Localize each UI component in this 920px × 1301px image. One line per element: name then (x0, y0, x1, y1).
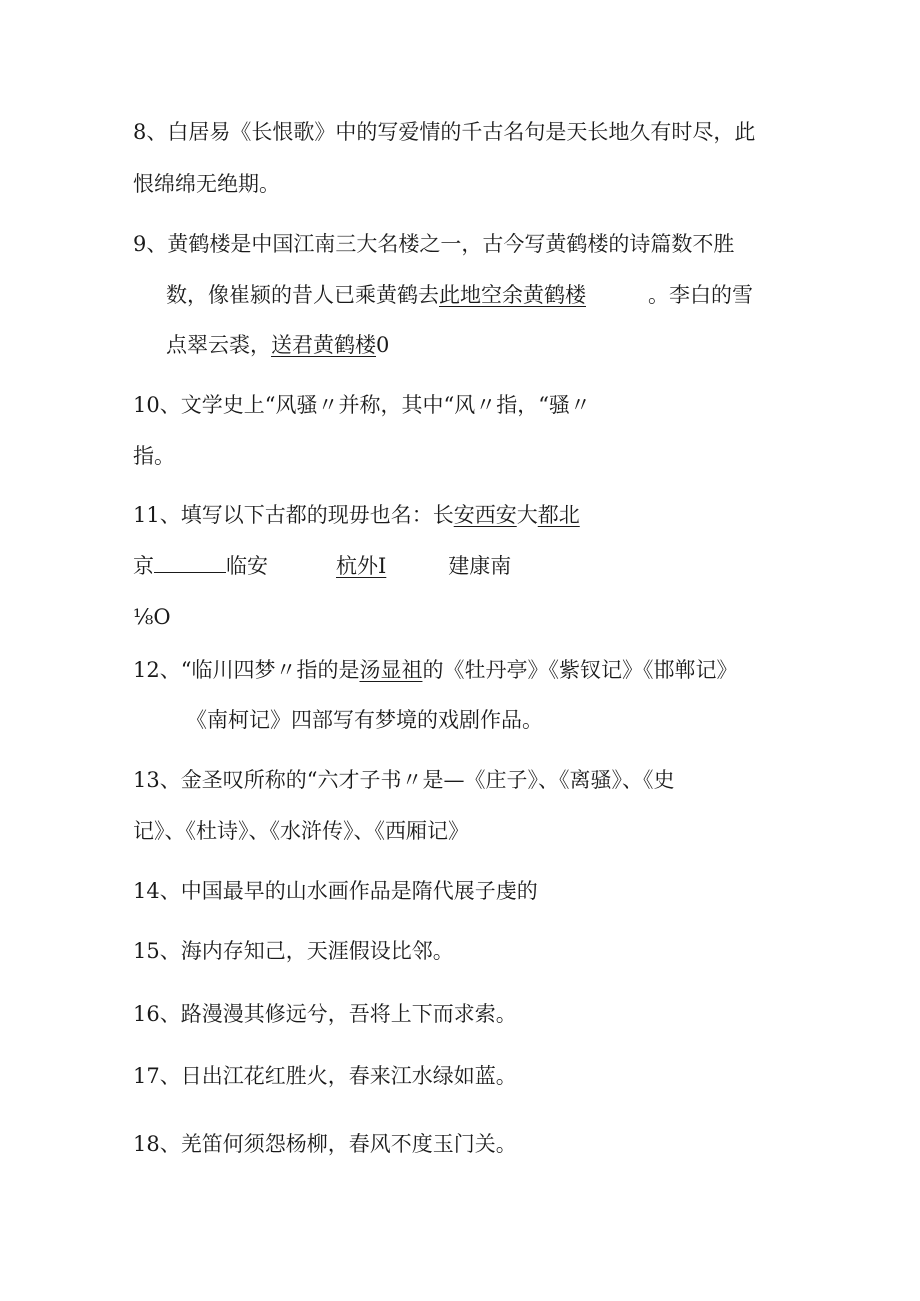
q9-line-1: 9、黄鹤楼是中国江南三大名楼之一，古今写黄鹤楼的诗篇数不胜 (133, 232, 735, 256)
q11-line-3: ⅛O (133, 605, 171, 629)
q15-line: 15、海内存知己，天涯假设比邻。 (133, 939, 454, 963)
q14-line: 14、中国最早的山水画作品是隋代展子虔的 (133, 879, 538, 903)
q11-line-1 (133, 501, 580, 529)
q11-line-2 (133, 552, 511, 580)
q12-line-2: 《南柯记》四部写有梦境的戏剧作品。 (186, 708, 543, 732)
q11-blank (154, 552, 226, 573)
q13-line-1: 13、金圣叹所称的“六才子书〃是—《庄子》、《离骚》、《史 (133, 768, 675, 792)
q11-text: 大 (516, 503, 538, 527)
q11-text: 建康南 (448, 554, 512, 578)
q10-line-2: 指。 (133, 444, 175, 468)
q9-text: 点翠云裘， (166, 333, 271, 357)
q11-answer-beijing: 都北 (537, 503, 580, 527)
q9-answer-2: 送君黄鹤楼 (271, 333, 376, 357)
q11-text: 京 (133, 554, 154, 578)
q9-text: 0 (376, 333, 390, 357)
q17-line: 17、日出江花红胜火，春来江水绿如蓝。 (133, 1064, 517, 1088)
q11-text: 11、填写以下古都的现毋也名：长 (133, 503, 454, 527)
q12-text: 的《牡丹亭》《紫钗记》《邯郸记》 (422, 658, 738, 682)
q12-answer: 汤显祖 (359, 658, 423, 682)
q12-text: 12、“临川四梦〃指的是 (133, 658, 360, 682)
q12-line-1 (133, 656, 737, 684)
q8-line-2: 恨绵绵无绝期。 (133, 172, 280, 196)
q11-answer-xian: 安西安 (453, 503, 517, 527)
q8-line-1: 8、白居易《长恨歌》中的写爱情的千古名句是天长地久有时尽，此 (133, 120, 756, 144)
q13-line-2: 记》、《杜诗》、《水浒传》、《西厢记》 (133, 819, 469, 843)
q18-line: 18、羌笛何须怨杨柳，春风不度玉门关。 (133, 1132, 517, 1156)
q9-line-3 (166, 331, 389, 359)
q9-line-2 (166, 281, 753, 309)
q11-answer-hangzhou: 杭外I (336, 554, 387, 578)
q9-text: 数，像崔颍的昔人已乘黄鹤去 (166, 283, 439, 307)
q11-text: 临安 (226, 554, 268, 578)
q9-text: 。李白的雪 (648, 283, 753, 307)
q16-line: 16、路漫漫其修远兮，吾将上下而求索。 (133, 1002, 517, 1026)
q9-answer-1: 此地空余黄鹤楼 (439, 283, 586, 307)
q10-line-1: 10、文学史上“风骚〃并称，其中“风〃指，“骚〃 (133, 393, 591, 417)
